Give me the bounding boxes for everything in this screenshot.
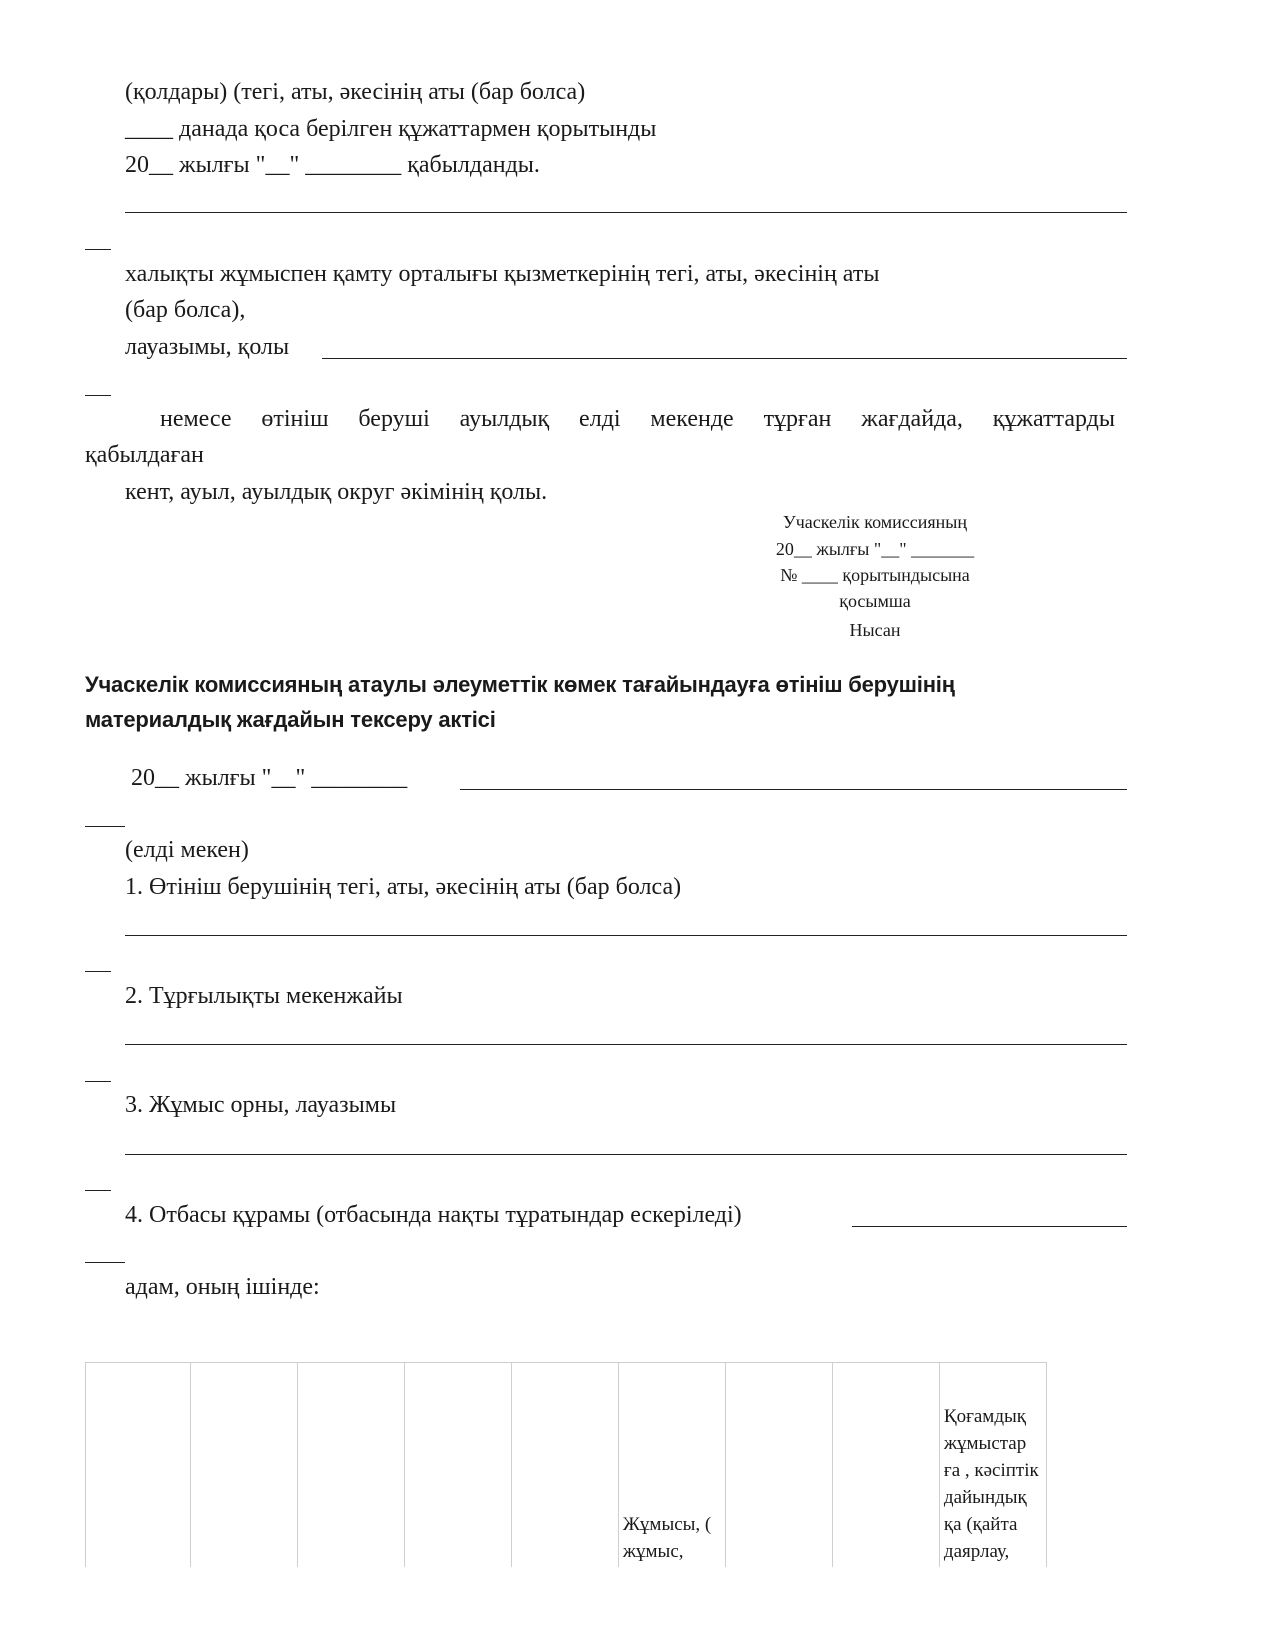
documents-count-line: ____ данада қоса берілген құжаттармен қорытынды: [125, 116, 657, 142]
dash-mark: [85, 1262, 125, 1263]
appendix-form-label: Нысан: [849, 620, 901, 640]
rural-caption-line3: кент, ауыл, ауылдық округ әкімінің қолы.: [125, 479, 548, 505]
dash-mark: [85, 1190, 111, 1191]
table-cell: [725, 1363, 832, 1568]
table-header-public-works: Қоғамдық жұмыстар ға , кәсіптік дайындық қа (қайта даярлау,: [939, 1363, 1046, 1568]
item2-line: [125, 1044, 1127, 1045]
rural-caption-line2: қабылдаған: [85, 442, 204, 468]
blank-line: [125, 212, 1127, 213]
position-signature-label: лауазымы, қолы: [125, 334, 290, 360]
settlement-line: [460, 789, 1127, 790]
appendix-line1: Учаскелік комиссияның: [782, 512, 968, 532]
rural-caption-line1: немесе өтініш беруші ауылдық елді мекенде тұрған жағдайда, құжаттарды: [160, 406, 1115, 432]
position-signature-line: [322, 358, 1127, 359]
act-date-line: 20__ жылғы "__" ________: [131, 765, 408, 791]
dash-mark: [85, 1081, 111, 1082]
appendix-line4: қосымша: [839, 591, 911, 611]
form-title-line1: Учаскелік комиссияның атаулы әлеуметтік көмек тағайындауға өтініш берушінің: [85, 672, 955, 697]
settlement-caption: (елді мекен): [125, 837, 249, 863]
appendix-line2: 20__ жылғы "__" _______: [775, 539, 975, 559]
dash-mark: [85, 249, 111, 250]
table-cell: [190, 1363, 297, 1568]
employee-caption-line1: халықты жұмыспен қамту орталығы қызметкерінің тегі, аты, әкесінің аты: [125, 261, 880, 287]
table-header-employment: Жұмысы, ( жұмыс,: [618, 1363, 725, 1568]
item3-line: [125, 1154, 1127, 1155]
item2-label: 2. Тұрғылықты мекенжайы: [125, 983, 403, 1009]
appendix-line3: № ____ қорытындысына: [780, 565, 970, 585]
item4-continuation: адам, оның ішінде:: [125, 1274, 320, 1300]
table-header-row: [86, 1363, 1047, 1568]
dash-mark: [85, 826, 125, 827]
table-cell: [86, 1363, 191, 1568]
signature-caption: (қолдары) (тегі, аты, әкесінің аты (бар болса): [125, 79, 586, 105]
item1-line: [125, 935, 1127, 936]
table-cell: [511, 1363, 618, 1568]
table-cell: [404, 1363, 511, 1568]
family-members-table: [85, 1362, 1047, 1567]
item1-label: 1. Өтініш берушінің тегі, аты, әкесінің аты (бар болса): [125, 874, 682, 900]
form-title-line2: материалдық жағдайын тексеру актісі: [85, 707, 496, 732]
table-cell: [297, 1363, 404, 1568]
dash-mark: [85, 395, 111, 396]
employee-caption-line2: (бар болса),: [125, 297, 246, 323]
accepted-date-line: 20__ жылғы "__" ________ қабылданды.: [125, 152, 540, 178]
dash-mark: [85, 971, 111, 972]
item4-label: 4. Отбасы құрамы (отбасында нақты тұратындар ескеріледі): [125, 1202, 742, 1228]
item4-line: [852, 1226, 1127, 1227]
table-cell: [832, 1363, 939, 1568]
item3-label: 3. Жұмыс орны, лауазымы: [125, 1092, 397, 1118]
